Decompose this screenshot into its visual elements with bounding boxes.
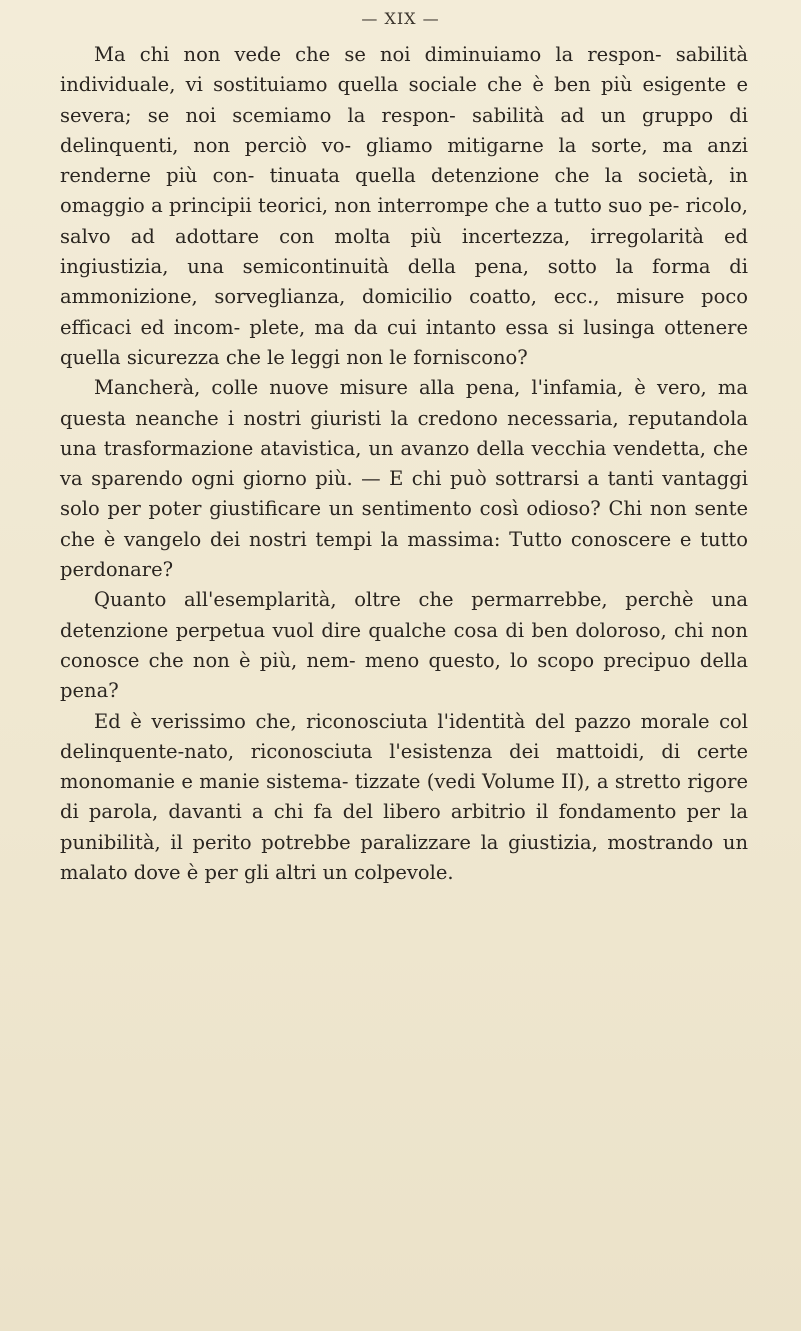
paragraph-3: Quanto all'esemplarità, oltre che permarrebbe, perchè una detenzione perpetua vuol dire qualche cosa di ben doloroso, chi non conosce che non è più, nem- meno questo, lo scopo precipuo della pena?	[60, 588, 748, 703]
page-number-header: — XIX —	[361, 9, 440, 28]
paragraph-4: Ed è verissimo che, riconosciuta l'identità del pazzo morale col delinquente-nato, riconosciuta l'esistenza dei mattoidi, di certe monomanie e manie sistema- tizzate (vedi Volume II), a stretto rigore di parola, davanti a chi fa del libero arbitrio il fondamento per la punibilità, il perito potrebbe paralizzare la giustizia, mostrando un malato dove è per gli altri un colpevole.	[60, 709, 748, 885]
paragraph-2: Mancherà, colle nuove misure alla pena, l'infamia, è vero, ma questa neanche i nostri giuristi la credono necessaria, reputandola una trasformazione atavistica, un avanzo della vecchia vendetta, che va sparendo ogni giorno più. — E chi può sottrarsi a tanti vantaggi solo per poter giustificare un sentimento così odioso? Chi non sente che è vangelo dei nostri tempi la massima: Tutto conoscere e tutto perdonare?	[60, 376, 748, 582]
paragraph-1: Ma chi non vede che se noi diminuiamo la respon- sabilità individuale, vi sostituiamo quella sociale che è ben più esigente e severa; se noi scemiamo la respon- sabilità ad un gruppo di delinquenti, non perciò vo- gliamo mitigarne la sorte, ma anzi renderne più con- tinuata quella detenzione che la società, in omaggio a principii teorici, non interrompe che a tutto suo pe- ricolo, salvo ad adottare con molta più incertezza, irregolarità ed ingiustizia, una semicontinuità della pena, sotto la forma di ammonizione, sorveglianza, domicilio coatto, ecc., misure poco efficaci ed incom- plete, ma da cui intanto essa si lusinga ottenere quella sicurezza che le leggi non le forniscono?	[60, 43, 748, 369]
body-text	[60, 40, 748, 888]
